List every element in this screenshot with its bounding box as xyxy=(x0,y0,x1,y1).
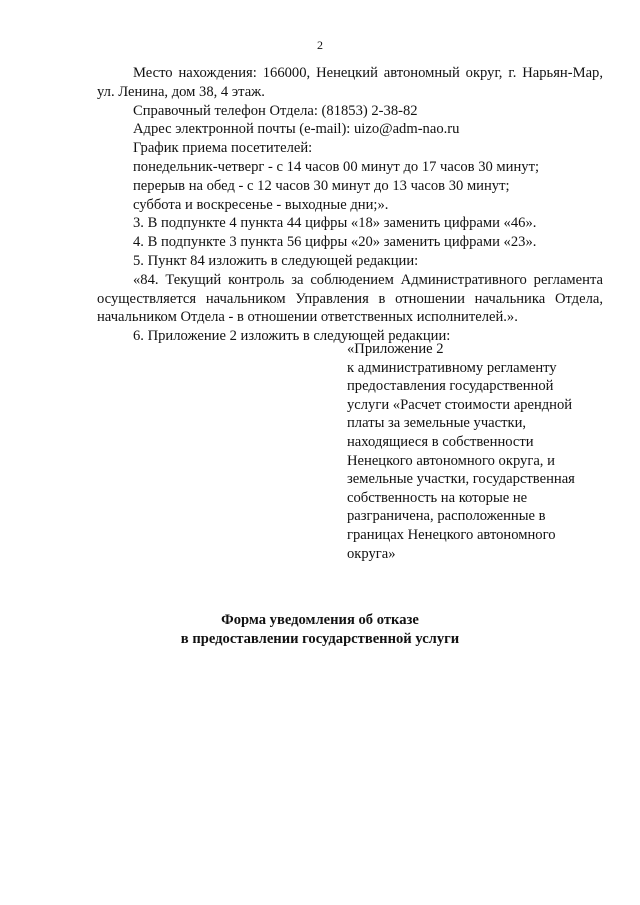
form-title-line-2: в предоставлении государственной услуги xyxy=(180,630,460,647)
appendix-line: земельные участки, государственная xyxy=(347,471,575,488)
appendix-line: Ненецкого автономного округа, и xyxy=(347,452,555,469)
appendix-line: находящиеся в собственности xyxy=(347,433,534,450)
phone-paragraph: Справочный телефон Отдела: (81853) 2-38-82 xyxy=(133,102,418,119)
appendix-line: разграничена, расположенные в xyxy=(347,508,546,525)
appendix-line: границах Ненецкого автономного xyxy=(347,526,556,543)
appendix-line: предоставления государственной xyxy=(347,378,554,395)
appendix-line: округа» xyxy=(347,545,396,562)
item-84-paragraph: «84. Текущий контроль за соблюдением Административного регламента осуществляется начальником Управления в отношении начальника Отдела, начальником Отдела - в отношении ответственных исполнителей.». xyxy=(97,271,603,326)
item-6-paragraph: 6. Приложение 2 изложить в следующей редакции: xyxy=(133,328,451,345)
document-body xyxy=(97,64,603,346)
appendix-line: собственность на которые не xyxy=(347,489,528,506)
item-5-paragraph: 5. Пункт 84 изложить в следующей редакции: xyxy=(133,252,419,269)
schedule-weekend: суббота и воскресенье - выходные дни;». xyxy=(133,196,389,213)
appendix-line: «Приложение 2 xyxy=(347,341,444,357)
appendix-line: платы за земельные участки, xyxy=(347,415,527,432)
email-paragraph: Адрес электронной почты (e-mail): uizo@adm-nao.ru xyxy=(133,121,460,138)
item-3-paragraph: 3. В подпункте 4 пункта 44 цифры «18» заменить цифрами «46». xyxy=(133,215,537,232)
schedule-title: График приема посетителей: xyxy=(133,140,313,157)
appendix-heading-block xyxy=(347,340,607,563)
form-title-line-1: Форма уведомления об отказе xyxy=(221,612,419,628)
page-number: 2 xyxy=(317,38,323,52)
schedule-weekdays: понедельник-четверг - с 14 часов 00 минут до 17 часов 30 минут; xyxy=(133,158,540,175)
appendix-line: услуги «Расчет стоимости арендной xyxy=(347,396,573,413)
schedule-lunch: перерыв на обед - с 12 часов 30 минут до 13 часов 30 минут; xyxy=(133,177,510,194)
location-paragraph: Место нахождения: 166000, Ненецкий автономный округ, г. Нарьян-Мар, ул. Ленина, дом 38, 4 этаж. xyxy=(97,65,603,100)
appendix-line: к административному регламенту xyxy=(347,359,557,376)
item-4-paragraph: 4. В подпункте 3 пункта 56 цифры «20» заменить цифрами «23». xyxy=(133,234,537,251)
form-title xyxy=(0,611,640,648)
